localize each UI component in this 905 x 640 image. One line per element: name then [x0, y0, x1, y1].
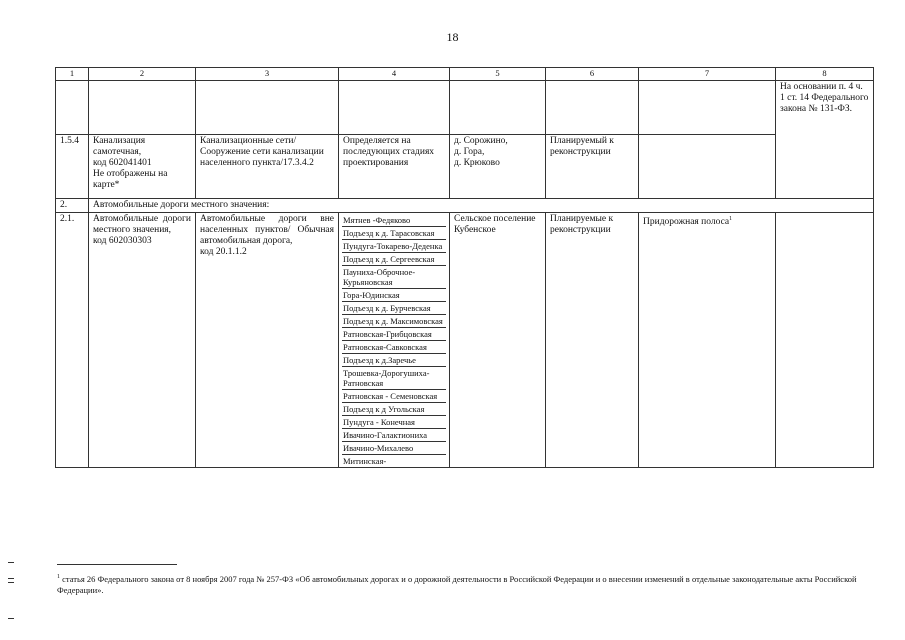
scan-edge-mark [8, 618, 14, 619]
road-list-cell [339, 213, 450, 468]
road-item: Ратновская-Грибцовская [342, 328, 446, 341]
table-cell [450, 81, 546, 135]
page-number: 18 [446, 30, 459, 44]
road-item: Мятнев -Федяково [342, 214, 446, 227]
settlement-item: д. Гора, [454, 147, 485, 157]
footnote-divider [57, 564, 177, 565]
road-item: Ивачино-Галактиониха [342, 429, 446, 442]
header-cell: 1 [56, 68, 89, 81]
scan-edge-mark [8, 578, 14, 579]
object-location: Определяется на последующих стадиях проектирования [339, 135, 450, 199]
header-cell: 2 [89, 68, 196, 81]
road-status: Планируемые к реконструкции [546, 213, 639, 468]
road-item: Пундуга-Токарево-Деденка [342, 240, 446, 253]
object-name-cell [89, 135, 196, 199]
header-cell: 6 [546, 68, 639, 81]
table-cell [546, 81, 639, 135]
footnote-ref: 1 [729, 216, 733, 222]
header-cell: 4 [339, 68, 450, 81]
table-row-2-1 [56, 213, 874, 468]
legal-basis-cell [776, 81, 874, 199]
road-item: Гора-Юдинская [342, 289, 446, 302]
object-status: Планируемый к реконструкции [546, 135, 639, 199]
road-item: Пундуга - Конечная [342, 416, 446, 429]
settlement-cell [450, 135, 546, 199]
planning-table [55, 67, 874, 468]
table-cell [89, 81, 196, 135]
table-cell [196, 81, 339, 135]
zone-cell [639, 213, 776, 468]
road-code: код 602030303 [93, 236, 152, 246]
table-cell [339, 81, 450, 135]
road-settlement: Сельское поселение Кубенское [450, 213, 546, 468]
road-item: Подъезд к д. Максимовская [342, 315, 446, 328]
zone-label: Придорожная полоса [643, 217, 730, 228]
section-title: Автомобильные дороги местного значения: [89, 199, 874, 213]
settlement-item: д. Крюково [454, 158, 500, 168]
settlement-item: д. Сорожино, [454, 136, 508, 146]
road-item: Ратновская-Савковская [342, 341, 446, 354]
legal-basis-text: На основании п. 4 ч. 1 ст. 14 Федерального закона № 131-ФЗ. [780, 82, 869, 114]
table-row-continued [56, 81, 874, 135]
scan-edge-mark [8, 582, 14, 583]
road-item: Ивачино-Михалево [342, 442, 446, 455]
table-cell [639, 135, 776, 199]
road-item: Пауниха-Оброчное-Курьяновская [342, 266, 446, 289]
road-item: Трошевка-Дорогушиха-Ратновская [342, 367, 446, 390]
road-category: Автомобильные дороги местного значения, [93, 214, 191, 235]
footnote [57, 572, 867, 596]
table-cell [639, 81, 776, 135]
header-cell: 7 [639, 68, 776, 81]
footnote-text: статья 26 Федерального закона от 8 ноября 2007 года № 257-ФЗ «Об автомобильных дорогах и о дорожной деятельности в Российской Федерации и о внесении изменений в отдельные законодательные акты Российской Федерации». [57, 573, 857, 595]
road-item: Подъезд к д. Сергеевская [342, 253, 446, 266]
road-item: Подъезд к д. Бурчевская [342, 302, 446, 315]
row-number: 1.5.4 [56, 135, 89, 199]
section-number: 2. [56, 199, 89, 213]
road-type-code: код 20.1.1.2 [200, 247, 247, 257]
header-cell: 5 [450, 68, 546, 81]
table-cell [56, 81, 89, 135]
header-cell: 3 [196, 68, 339, 81]
footnote-mark: 1 [57, 574, 60, 580]
road-item: Подъезд к д Угольская [342, 403, 446, 416]
table-cell [776, 213, 874, 468]
object-name: Канализация самотечная, [93, 136, 146, 157]
scan-edge-mark [8, 562, 14, 563]
road-name-cell [89, 213, 196, 468]
road-item: Ратновская - Семеновская [342, 390, 446, 403]
table-row-1-5-4 [56, 135, 874, 199]
header-cell: 8 [776, 68, 874, 81]
section-row-2 [56, 199, 874, 213]
road-item: Подъезд к д. Тарасовская [342, 227, 446, 240]
road-type-cell [196, 213, 339, 468]
header-row [56, 68, 874, 81]
road-item: Подъезд к д.Заречье [342, 354, 446, 367]
road-type: Автомобильные дороги вне населенных пунктов/ Обычная автомобильная дорога, [200, 214, 334, 246]
row-number: 2.1. [56, 213, 89, 468]
road-item: Митинская- [343, 456, 387, 466]
object-type: Канализационные сети/Сооружение сети канализации населенного пункта/17.3.4.2 [196, 135, 339, 199]
object-code: код 602041401 [93, 158, 152, 168]
object-note: Не отображены на карте* [93, 169, 168, 190]
